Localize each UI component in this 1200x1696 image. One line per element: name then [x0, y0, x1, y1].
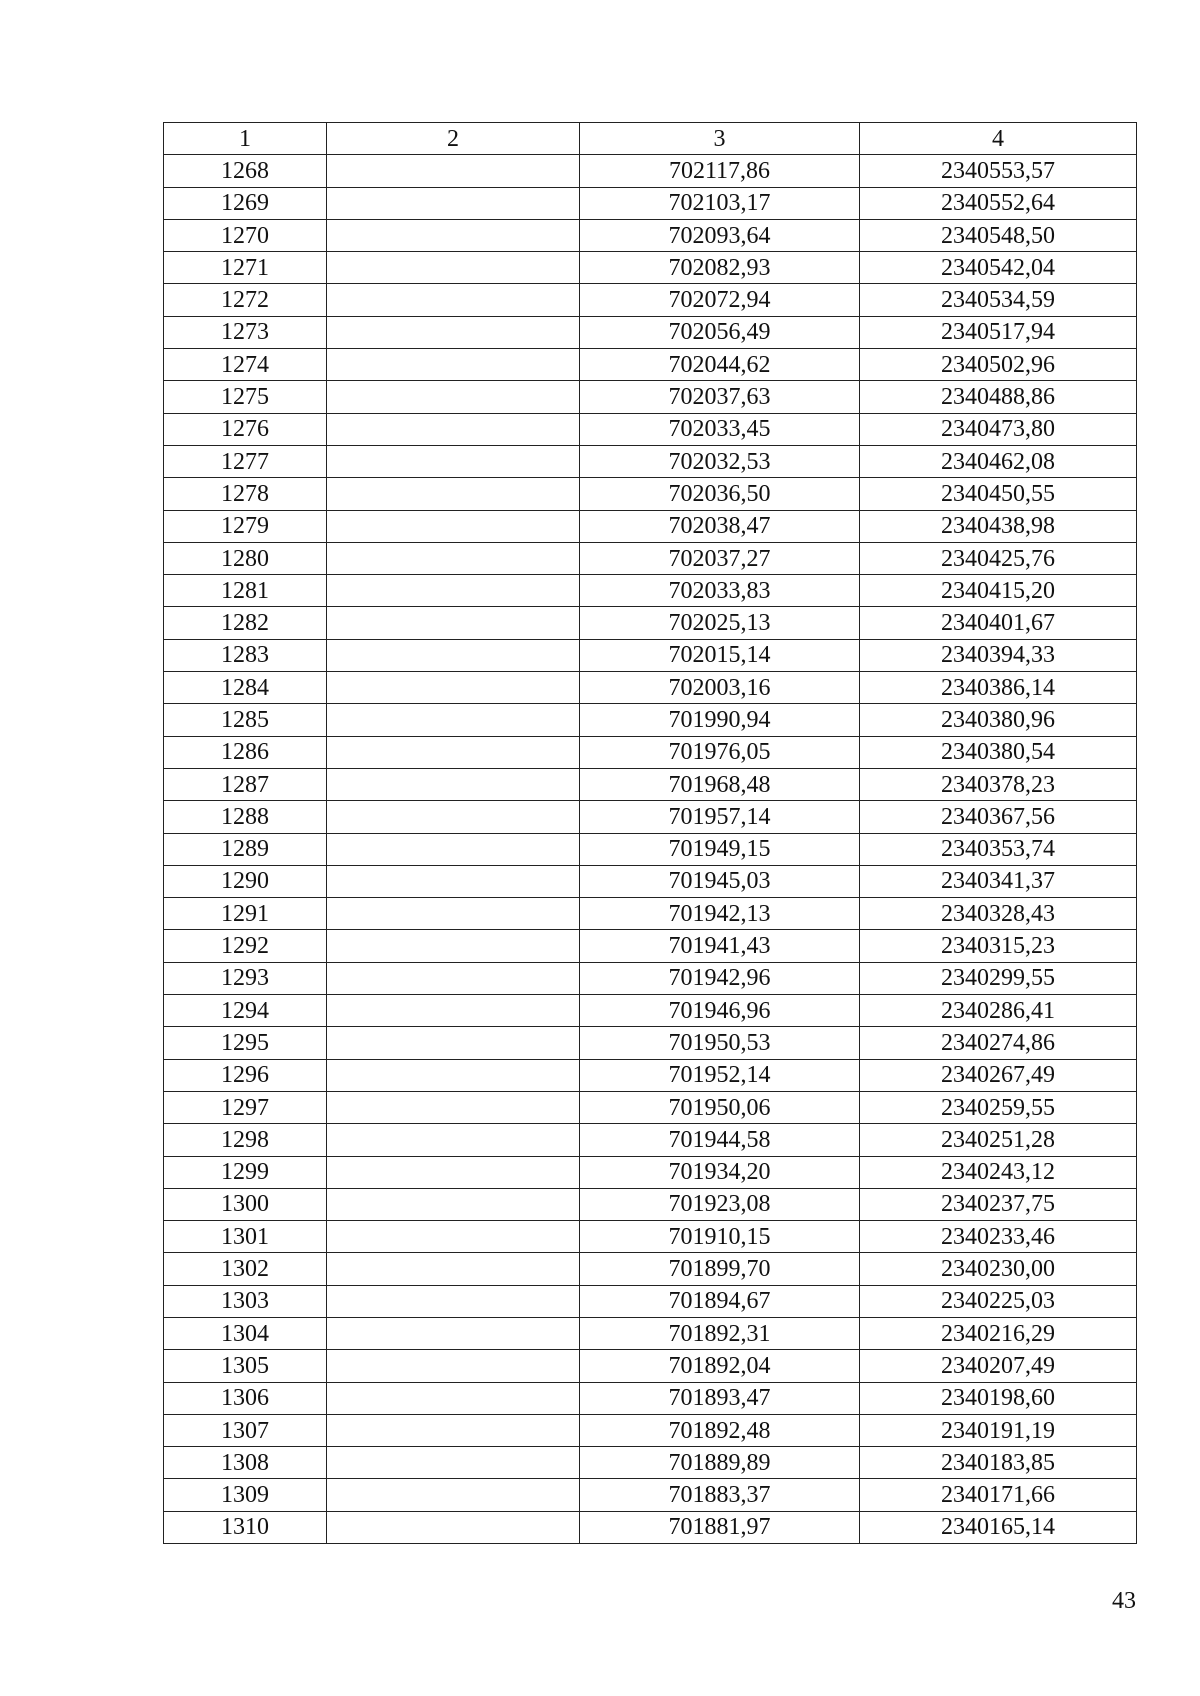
y-coordinate-cell: 2340450,55 — [860, 478, 1137, 510]
x-coordinate-cell: 701910,15 — [580, 1221, 860, 1253]
point-number-cell: 1290 — [164, 865, 327, 897]
empty-cell — [327, 1317, 580, 1349]
x-coordinate-cell: 701899,70 — [580, 1253, 860, 1285]
point-number-cell: 1301 — [164, 1221, 327, 1253]
x-coordinate-cell: 701957,14 — [580, 801, 860, 833]
x-coordinate-cell: 701990,94 — [580, 704, 860, 736]
empty-cell — [327, 445, 580, 477]
table-row — [164, 865, 1137, 897]
empty-cell — [327, 316, 580, 348]
point-number-cell: 1309 — [164, 1479, 327, 1511]
y-coordinate-cell: 2340380,96 — [860, 704, 1137, 736]
empty-cell — [327, 833, 580, 865]
y-coordinate-cell: 2340274,86 — [860, 1027, 1137, 1059]
point-number-cell: 1289 — [164, 833, 327, 865]
point-number-cell: 1283 — [164, 639, 327, 671]
empty-cell — [327, 413, 580, 445]
point-number-cell: 1281 — [164, 575, 327, 607]
table-row — [164, 1253, 1137, 1285]
coordinates-table — [163, 122, 1137, 1544]
empty-cell — [327, 1188, 580, 1220]
x-coordinate-cell: 702103,17 — [580, 187, 860, 219]
y-coordinate-cell: 2340341,37 — [860, 865, 1137, 897]
y-coordinate-cell: 2340237,75 — [860, 1188, 1137, 1220]
empty-cell — [327, 349, 580, 381]
x-coordinate-cell: 702025,13 — [580, 607, 860, 639]
table-row — [164, 1027, 1137, 1059]
empty-cell — [327, 284, 580, 316]
point-number-cell: 1272 — [164, 284, 327, 316]
point-number-cell: 1269 — [164, 187, 327, 219]
point-number-cell: 1310 — [164, 1511, 327, 1543]
empty-cell — [327, 542, 580, 574]
table-row — [164, 704, 1137, 736]
empty-cell — [327, 607, 580, 639]
table-row — [164, 349, 1137, 381]
table-row — [164, 1447, 1137, 1479]
empty-cell — [327, 219, 580, 251]
point-number-cell: 1271 — [164, 252, 327, 284]
table-row — [164, 155, 1137, 187]
column-header-1: 1 — [164, 123, 327, 155]
table-row — [164, 1221, 1137, 1253]
y-coordinate-cell: 2340425,76 — [860, 542, 1137, 574]
point-number-cell: 1296 — [164, 1059, 327, 1091]
y-coordinate-cell: 2340299,55 — [860, 962, 1137, 994]
empty-cell — [327, 1091, 580, 1123]
y-coordinate-cell: 2340216,29 — [860, 1317, 1137, 1349]
point-number-cell: 1274 — [164, 349, 327, 381]
y-coordinate-cell: 2340230,00 — [860, 1253, 1137, 1285]
x-coordinate-cell: 702037,63 — [580, 381, 860, 413]
point-number-cell: 1307 — [164, 1414, 327, 1446]
y-coordinate-cell: 2340517,94 — [860, 316, 1137, 348]
y-coordinate-cell: 2340552,64 — [860, 187, 1137, 219]
empty-cell — [327, 672, 580, 704]
table-row — [164, 1124, 1137, 1156]
y-coordinate-cell: 2340367,56 — [860, 801, 1137, 833]
x-coordinate-cell: 701894,67 — [580, 1285, 860, 1317]
x-coordinate-cell: 701950,53 — [580, 1027, 860, 1059]
point-number-cell: 1276 — [164, 413, 327, 445]
point-number-cell: 1300 — [164, 1188, 327, 1220]
y-coordinate-cell: 2340165,14 — [860, 1511, 1137, 1543]
x-coordinate-cell: 702082,93 — [580, 252, 860, 284]
x-coordinate-cell: 701945,03 — [580, 865, 860, 897]
point-number-cell: 1293 — [164, 962, 327, 994]
x-coordinate-cell: 702033,83 — [580, 575, 860, 607]
empty-cell — [327, 478, 580, 510]
point-number-cell: 1304 — [164, 1317, 327, 1349]
y-coordinate-cell: 2340488,86 — [860, 381, 1137, 413]
x-coordinate-cell: 701892,31 — [580, 1317, 860, 1349]
empty-cell — [327, 1414, 580, 1446]
table-row — [164, 1350, 1137, 1382]
table-row — [164, 898, 1137, 930]
empty-cell — [327, 1156, 580, 1188]
table-row — [164, 316, 1137, 348]
y-coordinate-cell: 2340438,98 — [860, 510, 1137, 542]
point-number-cell: 1286 — [164, 736, 327, 768]
point-number-cell: 1280 — [164, 542, 327, 574]
y-coordinate-cell: 2340207,49 — [860, 1350, 1137, 1382]
point-number-cell: 1282 — [164, 607, 327, 639]
empty-cell — [327, 1350, 580, 1382]
y-coordinate-cell: 2340251,28 — [860, 1124, 1137, 1156]
table-row — [164, 672, 1137, 704]
point-number-cell: 1297 — [164, 1091, 327, 1123]
empty-cell — [327, 768, 580, 800]
empty-cell — [327, 930, 580, 962]
empty-cell — [327, 1027, 580, 1059]
point-number-cell: 1270 — [164, 219, 327, 251]
page-number: 43 — [1112, 1588, 1136, 1614]
table-row — [164, 187, 1137, 219]
table-row — [164, 510, 1137, 542]
empty-cell — [327, 381, 580, 413]
point-number-cell: 1299 — [164, 1156, 327, 1188]
table-row — [164, 1317, 1137, 1349]
table-row — [164, 930, 1137, 962]
y-coordinate-cell: 2340259,55 — [860, 1091, 1137, 1123]
header-row — [164, 123, 1137, 155]
x-coordinate-cell: 701968,48 — [580, 768, 860, 800]
empty-cell — [327, 252, 580, 284]
table-row — [164, 542, 1137, 574]
y-coordinate-cell: 2340462,08 — [860, 445, 1137, 477]
x-coordinate-cell: 702003,16 — [580, 672, 860, 704]
table-row — [164, 1285, 1137, 1317]
point-number-cell: 1302 — [164, 1253, 327, 1285]
column-header-4: 4 — [860, 123, 1137, 155]
table-row — [164, 381, 1137, 413]
x-coordinate-cell: 701883,37 — [580, 1479, 860, 1511]
table-row — [164, 736, 1137, 768]
y-coordinate-cell: 2340534,59 — [860, 284, 1137, 316]
y-coordinate-cell: 2340315,23 — [860, 930, 1137, 962]
x-coordinate-cell: 701889,89 — [580, 1447, 860, 1479]
y-coordinate-cell: 2340415,20 — [860, 575, 1137, 607]
table-row — [164, 284, 1137, 316]
y-coordinate-cell: 2340191,19 — [860, 1414, 1137, 1446]
table-row — [164, 445, 1137, 477]
point-number-cell: 1291 — [164, 898, 327, 930]
point-number-cell: 1294 — [164, 995, 327, 1027]
table-row — [164, 1188, 1137, 1220]
column-header-3: 3 — [580, 123, 860, 155]
x-coordinate-cell: 702033,45 — [580, 413, 860, 445]
x-coordinate-cell: 702072,94 — [580, 284, 860, 316]
x-coordinate-cell: 701893,47 — [580, 1382, 860, 1414]
x-coordinate-cell: 701946,96 — [580, 995, 860, 1027]
y-coordinate-cell: 2340473,80 — [860, 413, 1137, 445]
x-coordinate-cell: 701949,15 — [580, 833, 860, 865]
empty-cell — [327, 1253, 580, 1285]
y-coordinate-cell: 2340243,12 — [860, 1156, 1137, 1188]
x-coordinate-cell: 702056,49 — [580, 316, 860, 348]
point-number-cell: 1284 — [164, 672, 327, 704]
x-coordinate-cell: 701934,20 — [580, 1156, 860, 1188]
x-coordinate-cell: 702044,62 — [580, 349, 860, 381]
table-row — [164, 801, 1137, 833]
x-coordinate-cell: 702032,53 — [580, 445, 860, 477]
empty-cell — [327, 575, 580, 607]
empty-cell — [327, 1221, 580, 1253]
empty-cell — [327, 898, 580, 930]
table-row — [164, 768, 1137, 800]
table-row — [164, 575, 1137, 607]
x-coordinate-cell: 701881,97 — [580, 1511, 860, 1543]
x-coordinate-cell: 702117,86 — [580, 155, 860, 187]
point-number-cell: 1306 — [164, 1382, 327, 1414]
table-row — [164, 413, 1137, 445]
point-number-cell: 1273 — [164, 316, 327, 348]
point-number-cell: 1285 — [164, 704, 327, 736]
table-row — [164, 1511, 1137, 1543]
empty-cell — [327, 639, 580, 671]
point-number-cell: 1279 — [164, 510, 327, 542]
table-row — [164, 833, 1137, 865]
point-number-cell: 1275 — [164, 381, 327, 413]
y-coordinate-cell: 2340171,66 — [860, 1479, 1137, 1511]
x-coordinate-cell: 702037,27 — [580, 542, 860, 574]
y-coordinate-cell: 2340233,46 — [860, 1221, 1137, 1253]
empty-cell — [327, 1511, 580, 1543]
y-coordinate-cell: 2340548,50 — [860, 219, 1137, 251]
empty-cell — [327, 962, 580, 994]
y-coordinate-cell: 2340198,60 — [860, 1382, 1137, 1414]
table-row — [164, 607, 1137, 639]
table-row — [164, 962, 1137, 994]
empty-cell — [327, 155, 580, 187]
table-row — [164, 219, 1137, 251]
y-coordinate-cell: 2340380,54 — [860, 736, 1137, 768]
x-coordinate-cell: 701941,43 — [580, 930, 860, 962]
point-number-cell: 1298 — [164, 1124, 327, 1156]
x-coordinate-cell: 701892,04 — [580, 1350, 860, 1382]
y-coordinate-cell: 2340542,04 — [860, 252, 1137, 284]
table-row — [164, 478, 1137, 510]
empty-cell — [327, 1447, 580, 1479]
column-header-2: 2 — [327, 123, 580, 155]
empty-cell — [327, 1285, 580, 1317]
point-number-cell: 1268 — [164, 155, 327, 187]
y-coordinate-cell: 2340553,57 — [860, 155, 1137, 187]
table-row — [164, 1091, 1137, 1123]
y-coordinate-cell: 2340225,03 — [860, 1285, 1137, 1317]
x-coordinate-cell: 702036,50 — [580, 478, 860, 510]
x-coordinate-cell: 701976,05 — [580, 736, 860, 768]
x-coordinate-cell: 701942,13 — [580, 898, 860, 930]
table-row — [164, 1382, 1137, 1414]
y-coordinate-cell: 2340386,14 — [860, 672, 1137, 704]
x-coordinate-cell: 701952,14 — [580, 1059, 860, 1091]
y-coordinate-cell: 2340401,67 — [860, 607, 1137, 639]
point-number-cell: 1292 — [164, 930, 327, 962]
x-coordinate-cell: 702015,14 — [580, 639, 860, 671]
empty-cell — [327, 1382, 580, 1414]
point-number-cell: 1288 — [164, 801, 327, 833]
y-coordinate-cell: 2340378,23 — [860, 768, 1137, 800]
empty-cell — [327, 865, 580, 897]
point-number-cell: 1305 — [164, 1350, 327, 1382]
x-coordinate-cell: 701923,08 — [580, 1188, 860, 1220]
empty-cell — [327, 1059, 580, 1091]
table-header — [164, 123, 1137, 155]
y-coordinate-cell: 2340267,49 — [860, 1059, 1137, 1091]
table-row — [164, 252, 1137, 284]
empty-cell — [327, 704, 580, 736]
point-number-cell: 1278 — [164, 478, 327, 510]
point-number-cell: 1303 — [164, 1285, 327, 1317]
table-row — [164, 639, 1137, 671]
point-number-cell: 1308 — [164, 1447, 327, 1479]
y-coordinate-cell: 2340502,96 — [860, 349, 1137, 381]
point-number-cell: 1277 — [164, 445, 327, 477]
point-number-cell: 1287 — [164, 768, 327, 800]
empty-cell — [327, 736, 580, 768]
table-row — [164, 995, 1137, 1027]
point-number-cell: 1295 — [164, 1027, 327, 1059]
x-coordinate-cell: 701944,58 — [580, 1124, 860, 1156]
y-coordinate-cell: 2340183,85 — [860, 1447, 1137, 1479]
empty-cell — [327, 1479, 580, 1511]
x-coordinate-cell: 701892,48 — [580, 1414, 860, 1446]
x-coordinate-cell: 701950,06 — [580, 1091, 860, 1123]
table-row — [164, 1414, 1137, 1446]
x-coordinate-cell: 701942,96 — [580, 962, 860, 994]
empty-cell — [327, 1124, 580, 1156]
table-row — [164, 1479, 1137, 1511]
empty-cell — [327, 801, 580, 833]
table-row — [164, 1156, 1137, 1188]
y-coordinate-cell: 2340353,74 — [860, 833, 1137, 865]
x-coordinate-cell: 702093,64 — [580, 219, 860, 251]
empty-cell — [327, 187, 580, 219]
table-body — [164, 155, 1137, 1544]
table-row — [164, 1059, 1137, 1091]
empty-cell — [327, 995, 580, 1027]
y-coordinate-cell: 2340328,43 — [860, 898, 1137, 930]
y-coordinate-cell: 2340286,41 — [860, 995, 1137, 1027]
empty-cell — [327, 510, 580, 542]
y-coordinate-cell: 2340394,33 — [860, 639, 1137, 671]
x-coordinate-cell: 702038,47 — [580, 510, 860, 542]
